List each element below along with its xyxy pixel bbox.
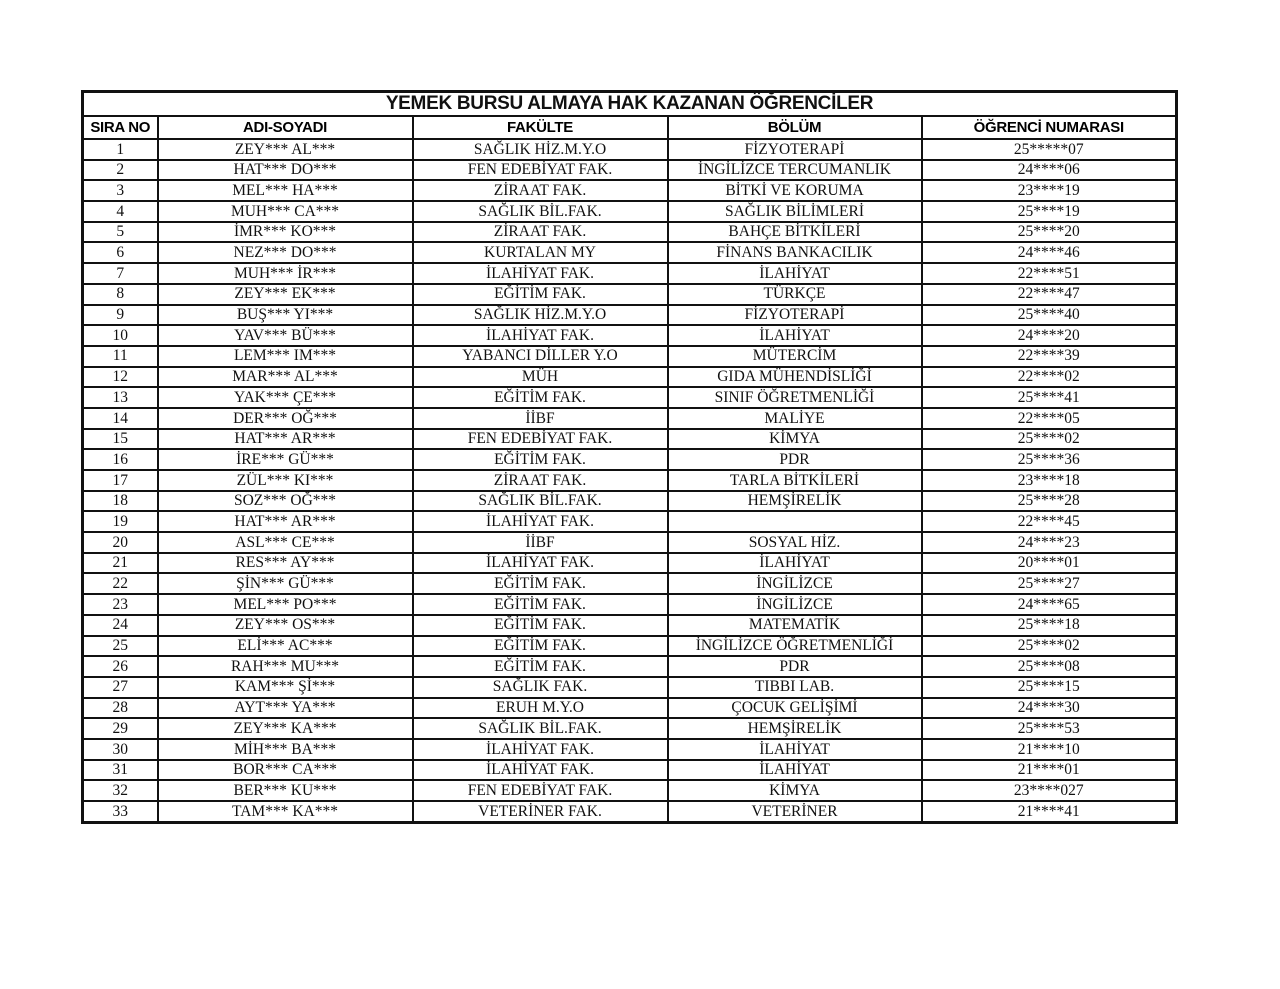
cell-bolum: İLAHİYAT [668, 325, 922, 346]
table-row [83, 387, 1177, 408]
cell-ogrenci-numarasi: 24****06 [922, 160, 1177, 181]
cell-ogrenci-numarasi: 25****02 [922, 429, 1177, 450]
cell-bolum: GIDA MÜHENDİSLİĞİ [668, 367, 922, 388]
table-row [83, 449, 1177, 470]
table-row [83, 615, 1177, 636]
cell-adi-soyadi: MUH*** CA*** [158, 201, 413, 222]
cell-ogrenci-numarasi: 25****19 [922, 201, 1177, 222]
cell-ogrenci-numarasi: 22****47 [922, 284, 1177, 305]
column-header-sira-no: SIRA NO [83, 116, 158, 139]
cell-adi-soyadi: RAH*** MU*** [158, 656, 413, 677]
cell-fakulte: YABANCI DİLLER Y.O [413, 346, 668, 367]
cell-bolum: PDR [668, 449, 922, 470]
cell-sira-no: 26 [83, 656, 158, 677]
table-row [83, 801, 1177, 822]
cell-fakulte: EĞİTİM FAK. [413, 449, 668, 470]
table-row [83, 636, 1177, 657]
table-row [83, 429, 1177, 450]
cell-sira-no: 3 [83, 180, 158, 201]
cell-bolum: ÇOCUK GELİŞİMİ [668, 698, 922, 719]
cell-bolum: TÜRKÇE [668, 284, 922, 305]
table-row [83, 201, 1177, 222]
table-row [83, 677, 1177, 698]
cell-bolum: İNGİLİZCE [668, 573, 922, 594]
cell-adi-soyadi: SOZ*** OĞ*** [158, 491, 413, 512]
cell-bolum: BİTKİ VE KORUMA [668, 180, 922, 201]
cell-fakulte: EĞİTİM FAK. [413, 656, 668, 677]
cell-sira-no: 7 [83, 263, 158, 284]
cell-bolum: FİNANS BANKACILIK [668, 242, 922, 263]
cell-fakulte: İLAHİYAT FAK. [413, 263, 668, 284]
cell-ogrenci-numarasi: 24****30 [922, 698, 1177, 719]
cell-adi-soyadi: HAT*** AR*** [158, 429, 413, 450]
cell-ogrenci-numarasi: 24****20 [922, 325, 1177, 346]
cell-fakulte: KURTALAN MY [413, 242, 668, 263]
cell-bolum: VETERİNER [668, 801, 922, 822]
cell-sira-no: 19 [83, 511, 158, 532]
cell-fakulte: ZİRAAT FAK. [413, 222, 668, 243]
cell-sira-no: 32 [83, 780, 158, 801]
cell-adi-soyadi: ZÜL*** KI*** [158, 470, 413, 491]
column-header-ogrenci-numarasi: ÖĞRENCİ NUMARASI [922, 116, 1177, 139]
cell-adi-soyadi: ZEY*** KA*** [158, 718, 413, 739]
cell-ogrenci-numarasi: 24****23 [922, 532, 1177, 553]
cell-sira-no: 28 [83, 698, 158, 719]
cell-sira-no: 14 [83, 408, 158, 429]
cell-ogrenci-numarasi: 21****01 [922, 760, 1177, 781]
cell-adi-soyadi: AYT*** YA*** [158, 698, 413, 719]
cell-ogrenci-numarasi: 25****08 [922, 656, 1177, 677]
column-header-fakulte: FAKÜLTE [413, 116, 668, 139]
cell-bolum: PDR [668, 656, 922, 677]
title-row [83, 92, 1177, 117]
cell-bolum: MÜTERCİM [668, 346, 922, 367]
cell-fakulte: İİBF [413, 532, 668, 553]
cell-ogrenci-numarasi: 23****19 [922, 180, 1177, 201]
cell-sira-no: 17 [83, 470, 158, 491]
table-row [83, 346, 1177, 367]
cell-sira-no: 15 [83, 429, 158, 450]
table-row [83, 718, 1177, 739]
cell-fakulte: SAĞLIK BİL.FAK. [413, 491, 668, 512]
cell-fakulte: SAĞLIK BİL.FAK. [413, 718, 668, 739]
cell-sira-no: 33 [83, 801, 158, 822]
cell-bolum: MATEMATİK [668, 615, 922, 636]
table-row [83, 594, 1177, 615]
table-row [83, 760, 1177, 781]
cell-adi-soyadi: NEZ*** DO*** [158, 242, 413, 263]
cell-adi-soyadi: LEM*** IM*** [158, 346, 413, 367]
cell-adi-soyadi: ZEY*** AL*** [158, 139, 413, 160]
column-header-adi-soyadi: ADI-SOYADI [158, 116, 413, 139]
table-row [83, 263, 1177, 284]
cell-ogrenci-numarasi: 23****027 [922, 780, 1177, 801]
cell-bolum: KİMYA [668, 429, 922, 450]
cell-fakulte: VETERİNER FAK. [413, 801, 668, 822]
cell-ogrenci-numarasi: 25****28 [922, 491, 1177, 512]
cell-fakulte: EĞİTİM FAK. [413, 636, 668, 657]
cell-bolum: MALİYE [668, 408, 922, 429]
cell-adi-soyadi: MEL*** PO*** [158, 594, 413, 615]
cell-bolum: SINIF ÖĞRETMENLİĞİ [668, 387, 922, 408]
header-row [83, 116, 1177, 139]
cell-bolum: TARLA BİTKİLERİ [668, 470, 922, 491]
table-row [83, 408, 1177, 429]
cell-ogrenci-numarasi: 22****39 [922, 346, 1177, 367]
cell-bolum: İNGİLİZCE TERCUMANLIK [668, 160, 922, 181]
table-row [83, 284, 1177, 305]
cell-adi-soyadi: YAV*** BÜ*** [158, 325, 413, 346]
cell-bolum: İLAHİYAT [668, 739, 922, 760]
cell-sira-no: 4 [83, 201, 158, 222]
cell-fakulte: İLAHİYAT FAK. [413, 760, 668, 781]
table-row [83, 573, 1177, 594]
table-body [83, 139, 1177, 822]
cell-ogrenci-numarasi: 22****02 [922, 367, 1177, 388]
cell-sira-no: 13 [83, 387, 158, 408]
cell-bolum: İLAHİYAT [668, 263, 922, 284]
cell-sira-no: 18 [83, 491, 158, 512]
cell-bolum: KİMYA [668, 780, 922, 801]
cell-ogrenci-numarasi: 25****41 [922, 387, 1177, 408]
table-row [83, 222, 1177, 243]
cell-fakulte: EĞİTİM FAK. [413, 573, 668, 594]
cell-sira-no: 25 [83, 636, 158, 657]
cell-sira-no: 29 [83, 718, 158, 739]
cell-fakulte: FEN EDEBİYAT FAK. [413, 429, 668, 450]
cell-sira-no: 20 [83, 532, 158, 553]
cell-sira-no: 21 [83, 553, 158, 574]
table-title: YEMEK BURSU ALMAYA HAK KAZANAN ÖĞRENCİLER [83, 92, 1177, 117]
cell-sira-no: 1 [83, 139, 158, 160]
cell-adi-soyadi: HAT*** DO*** [158, 160, 413, 181]
cell-fakulte: İİBF [413, 408, 668, 429]
cell-ogrenci-numarasi: 24****46 [922, 242, 1177, 263]
table-row [83, 780, 1177, 801]
cell-adi-soyadi: MUH*** İR*** [158, 263, 413, 284]
cell-adi-soyadi: BOR*** CA*** [158, 760, 413, 781]
cell-fakulte: EĞİTİM FAK. [413, 284, 668, 305]
table-row [83, 656, 1177, 677]
cell-fakulte: İLAHİYAT FAK. [413, 511, 668, 532]
cell-fakulte: İLAHİYAT FAK. [413, 739, 668, 760]
cell-bolum: HEMŞİRELİK [668, 491, 922, 512]
cell-ogrenci-numarasi: 23****18 [922, 470, 1177, 491]
cell-ogrenci-numarasi: 25****27 [922, 573, 1177, 594]
cell-bolum: TIBBI LAB. [668, 677, 922, 698]
cell-ogrenci-numarasi: 25*****07 [922, 139, 1177, 160]
cell-adi-soyadi: ELİ*** AC*** [158, 636, 413, 657]
cell-ogrenci-numarasi: 21****41 [922, 801, 1177, 822]
cell-sira-no: 12 [83, 367, 158, 388]
table-row [83, 532, 1177, 553]
cell-adi-soyadi: ASL*** CE*** [158, 532, 413, 553]
cell-sira-no: 16 [83, 449, 158, 470]
cell-ogrenci-numarasi: 25****20 [922, 222, 1177, 243]
cell-bolum: SOSYAL HİZ. [668, 532, 922, 553]
cell-bolum: BAHÇE BİTKİLERİ [668, 222, 922, 243]
cell-ogrenci-numarasi: 25****40 [922, 305, 1177, 326]
cell-ogrenci-numarasi: 25****53 [922, 718, 1177, 739]
cell-ogrenci-numarasi: 21****10 [922, 739, 1177, 760]
cell-bolum: FİZYOTERAPİ [668, 139, 922, 160]
cell-fakulte: SAĞLIK FAK. [413, 677, 668, 698]
cell-ogrenci-numarasi: 22****05 [922, 408, 1177, 429]
table-row [83, 553, 1177, 574]
table-row [83, 739, 1177, 760]
cell-ogrenci-numarasi: 22****51 [922, 263, 1177, 284]
table-row [83, 325, 1177, 346]
cell-sira-no: 8 [83, 284, 158, 305]
cell-bolum: İNGİLİZCE [668, 594, 922, 615]
cell-fakulte: EĞİTİM FAK. [413, 594, 668, 615]
cell-fakulte: ERUH M.Y.O [413, 698, 668, 719]
cell-bolum: İNGİLİZCE ÖĞRETMENLİĞİ [668, 636, 922, 657]
cell-sira-no: 31 [83, 760, 158, 781]
cell-adi-soyadi: KAM*** Şİ*** [158, 677, 413, 698]
cell-fakulte: ZİRAAT FAK. [413, 470, 668, 491]
cell-adi-soyadi: DER*** OĞ*** [158, 408, 413, 429]
cell-adi-soyadi: MİH*** BA*** [158, 739, 413, 760]
table-row [83, 305, 1177, 326]
cell-adi-soyadi: BUŞ*** YI*** [158, 305, 413, 326]
cell-adi-soyadi: ZEY*** OS*** [158, 615, 413, 636]
cell-fakulte: FEN EDEBİYAT FAK. [413, 160, 668, 181]
cell-ogrenci-numarasi: 24****65 [922, 594, 1177, 615]
cell-fakulte: ZİRAAT FAK. [413, 180, 668, 201]
cell-sira-no: 22 [83, 573, 158, 594]
column-header-bolum: BÖLÜM [668, 116, 922, 139]
cell-adi-soyadi: İMR*** KO*** [158, 222, 413, 243]
cell-fakulte: SAĞLIK HİZ.M.Y.O [413, 305, 668, 326]
cell-adi-soyadi: TAM*** KA*** [158, 801, 413, 822]
cell-fakulte: EĞİTİM FAK. [413, 615, 668, 636]
cell-sira-no: 2 [83, 160, 158, 181]
table-row [83, 367, 1177, 388]
cell-sira-no: 6 [83, 242, 158, 263]
cell-bolum: İLAHİYAT [668, 760, 922, 781]
table-row [83, 511, 1177, 532]
cell-adi-soyadi: MEL*** HA*** [158, 180, 413, 201]
table-row [83, 698, 1177, 719]
cell-fakulte: SAĞLIK BİL.FAK. [413, 201, 668, 222]
cell-fakulte: SAĞLIK HİZ.M.Y.O [413, 139, 668, 160]
cell-adi-soyadi: ŞİN*** GÜ*** [158, 573, 413, 594]
cell-sira-no: 10 [83, 325, 158, 346]
cell-sira-no: 23 [83, 594, 158, 615]
cell-ogrenci-numarasi: 25****15 [922, 677, 1177, 698]
cell-bolum [668, 511, 922, 532]
cell-sira-no: 5 [83, 222, 158, 243]
cell-bolum: SAĞLIK BİLİMLERİ [668, 201, 922, 222]
cell-fakulte: EĞİTİM FAK. [413, 387, 668, 408]
cell-ogrenci-numarasi: 25****18 [922, 615, 1177, 636]
cell-adi-soyadi: RES*** AY*** [158, 553, 413, 574]
cell-ogrenci-numarasi: 22****45 [922, 511, 1177, 532]
table-row [83, 160, 1177, 181]
cell-adi-soyadi: İRE*** GÜ*** [158, 449, 413, 470]
table-row [83, 139, 1177, 160]
cell-fakulte: FEN EDEBİYAT FAK. [413, 780, 668, 801]
cell-fakulte: MÜH [413, 367, 668, 388]
cell-bolum: FİZYOTERAPİ [668, 305, 922, 326]
cell-adi-soyadi: YAK*** ÇE*** [158, 387, 413, 408]
cell-sira-no: 9 [83, 305, 158, 326]
cell-sira-no: 27 [83, 677, 158, 698]
cell-adi-soyadi: ZEY*** EK*** [158, 284, 413, 305]
cell-sira-no: 11 [83, 346, 158, 367]
cell-adi-soyadi: MAR*** AL*** [158, 367, 413, 388]
table-row [83, 180, 1177, 201]
cell-bolum: HEMŞİRELİK [668, 718, 922, 739]
scholarship-table [81, 90, 1178, 824]
cell-ogrenci-numarasi: 20****01 [922, 553, 1177, 574]
table-row [83, 491, 1177, 512]
cell-sira-no: 24 [83, 615, 158, 636]
cell-fakulte: İLAHİYAT FAK. [413, 553, 668, 574]
cell-ogrenci-numarasi: 25****36 [922, 449, 1177, 470]
table-row [83, 242, 1177, 263]
table-row [83, 470, 1177, 491]
cell-ogrenci-numarasi: 25****02 [922, 636, 1177, 657]
cell-adi-soyadi: BER*** KU*** [158, 780, 413, 801]
cell-adi-soyadi: HAT*** AR*** [158, 511, 413, 532]
cell-fakulte: İLAHİYAT FAK. [413, 325, 668, 346]
cell-sira-no: 30 [83, 739, 158, 760]
cell-bolum: İLAHİYAT [668, 553, 922, 574]
